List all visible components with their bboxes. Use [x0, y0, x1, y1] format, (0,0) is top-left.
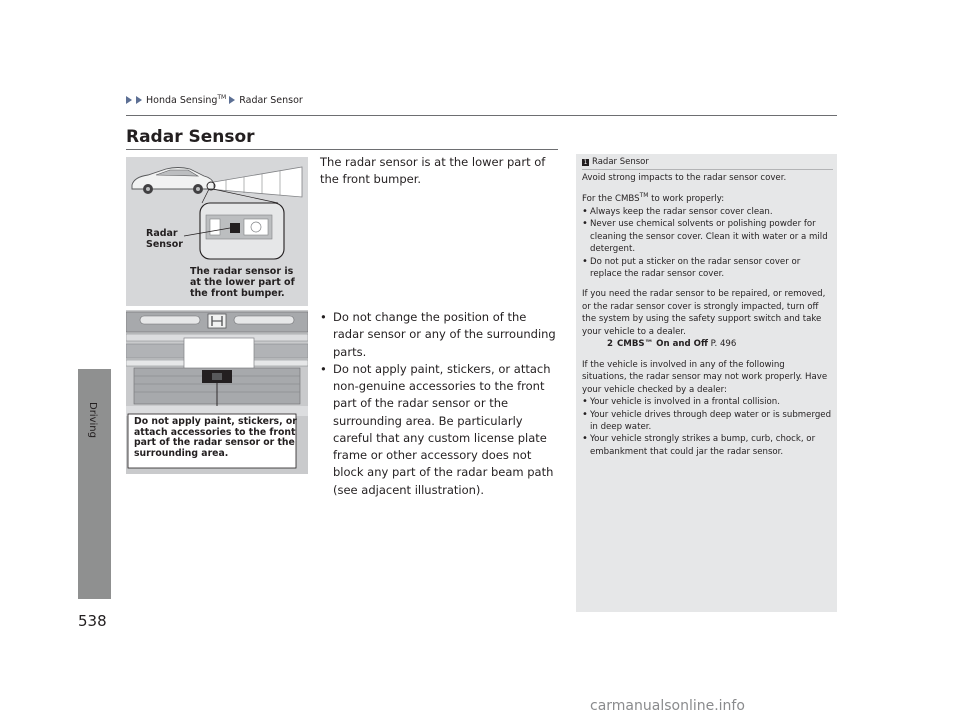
- sidebar-heading-text: Radar Sensor: [592, 157, 649, 167]
- list-item: • Your vehicle drives through deep water or is submerged in deep water.: [582, 409, 832, 434]
- sidebar-paragraph: Avoid strong impacts to the radar sensor cover.: [582, 173, 787, 183]
- sidebar-rule: [582, 169, 833, 170]
- breadcrumb-arrow-icon: [136, 96, 142, 104]
- page-number: 538: [78, 612, 107, 630]
- list-item: • Do not put a sticker on the radar sensor cover or replace the radar sensor cover.: [582, 256, 832, 281]
- list-item: • Never use chemical solvents or polishing powder for cleaning the sensor cover. Clean it with water or a mild detergent.: [582, 218, 832, 255]
- reference-arrow-icon: 2: [607, 339, 613, 350]
- watermark: carmanualsonline.info: [590, 698, 745, 714]
- list-item: • Your vehicle is involved in a frontal collision.: [582, 396, 832, 408]
- figure1-caption: The radar sensor is at the lower part of the front bumper.: [190, 266, 295, 299]
- note-marker-icon: 1: [583, 158, 588, 166]
- header-rule: [126, 115, 837, 116]
- figure-front-grille: [126, 310, 308, 474]
- figure2-caption: Do not apply paint, stickers, or attach accessories to the front part of the radar sensor or the surrounding area.: [134, 416, 297, 460]
- sidebar-paragraph: If the vehicle is involved in any of the following situations, the radar sensor may not work properly. Have your vehicle checked by a dealer:: [582, 359, 828, 395]
- side-tab-label: Driving: [87, 402, 98, 438]
- label-radar-sensor: Radar Sensor: [146, 228, 183, 250]
- cross-reference-link[interactable]: 2 CMBS™ On and Off P. 496: [607, 339, 737, 350]
- list-item: • Do not change the position of the radar sensor or any of the surrounding parts.: [320, 309, 558, 361]
- page-title: Radar Sensor: [126, 127, 255, 147]
- list-item: • Your vehicle strongly strikes a bump, curb, chock, or embankment that could jar the radar sensor.: [582, 433, 832, 458]
- breadcrumb-item-honda-sensing[interactable]: Honda Sensing™: [146, 94, 227, 107]
- sidebar-list: [582, 206, 832, 281]
- trademark-sup: TM: [217, 94, 227, 101]
- sidebar-body: [582, 172, 832, 466]
- caution-list: [320, 309, 558, 499]
- sidebar-list: [582, 396, 832, 458]
- figure-radar-location: [126, 157, 308, 306]
- breadcrumb-item-radar-sensor[interactable]: Radar Sensor: [239, 94, 303, 106]
- breadcrumb-arrow-icon: [229, 96, 235, 104]
- list-item: • Do not apply paint, stickers, or attach non-genuine accessories to the front part of the radar sensor or the surrounding area. Be particularly careful that any custom license plate frame or other accessory does not block any part of the radar beam path (see adjacent illustration).: [320, 361, 558, 499]
- title-rule: [126, 149, 558, 150]
- intro-paragraph: The radar sensor is at the lower part of the front bumper.: [320, 155, 546, 187]
- list-item: • Always keep the radar sensor cover clean.: [582, 206, 832, 218]
- sidebar-paragraph: If you need the radar sensor to be repaired, or removed, or the radar sensor cover is strongly impacted, turn off the system by using the safety support switch and take your vehicle to a dealer.: [582, 289, 826, 337]
- sidebar-heading: [582, 157, 649, 167]
- breadcrumb: [126, 94, 303, 106]
- breadcrumb-arrow-icon: [126, 96, 132, 104]
- sidebar-paragraph: For the CMBS™ to work properly:: [582, 192, 725, 205]
